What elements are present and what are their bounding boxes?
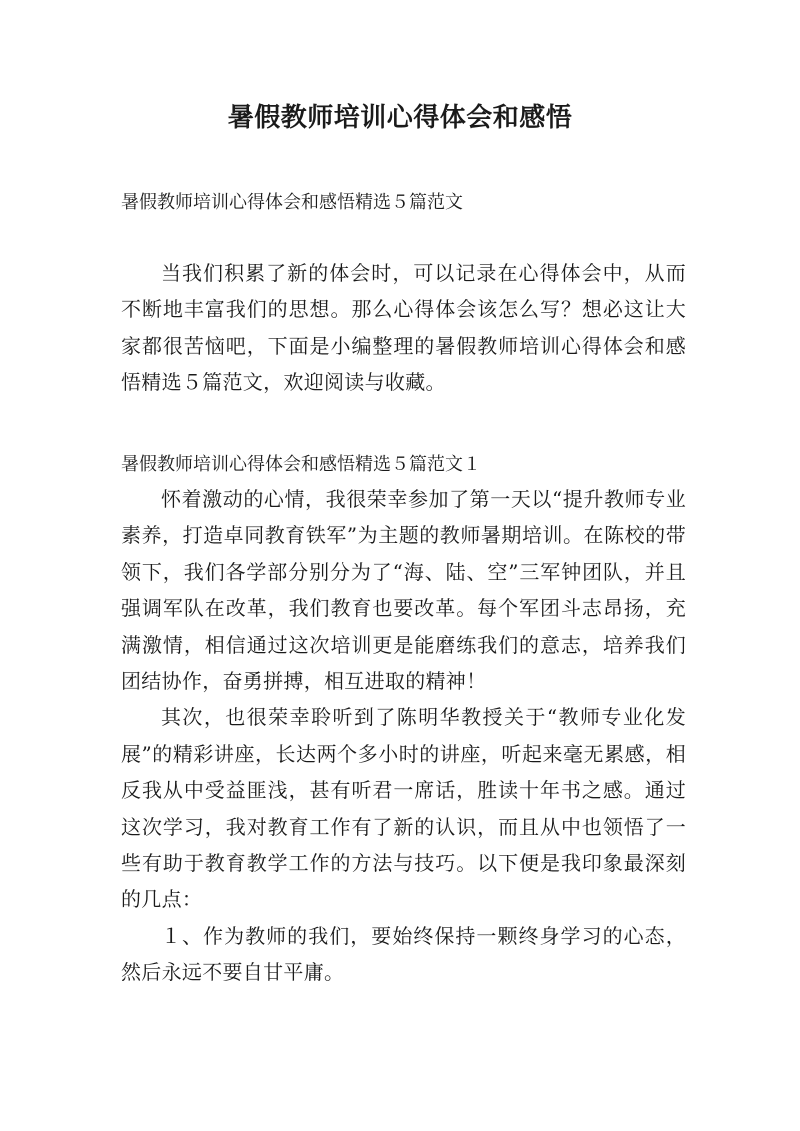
document-title: 暑假教师培训心得体会和感悟 [227, 103, 573, 133]
document-subtitle: 暑假教师培训心得体会和感悟精选５篇范文 [121, 192, 463, 213]
intro-paragraph: 当我们积累了新的体会时，可以记录在心得体会中，从而不断地丰富我们的思想。那么心得体会该怎么写？想必这让大家都很苦恼吧，下面是小编整理的暑假教师培训心得体会和感悟精选５篇范文，欢迎阅读与收藏。 [121, 261, 686, 395]
section-heading: 暑假教师培训心得体会和感悟精选５篇范文１ [121, 454, 481, 475]
body-paragraph: 怀着激动的心情，我很荣幸参加了第一天以“提升教师专业素养，打造卓同教育铁军”为主题的教师暑期培训。在陈校的带领下，我们各学部分别分为了“海、陆、空”三军钟团队，并且强调军队在改革，我们教育也要改革。每个军团斗志昂扬，充满激情，相信通过这次培训更是能磨练我们的意志，培养我们团结协作，奋勇拼搏，相互进取的精神！ [121, 487, 686, 694]
intro-block [121, 255, 686, 401]
body-paragraph: 其次，也很荣幸聆听到了陈明华教授关于“教师专业化发展”的精彩讲座，长达两个多小时的讲座，听起来毫无累感，相反我从中受益匪浅，甚有听君一席话，胜读十年书之感。通过这次学习，我对教育工作有了新的认识，而且从中也领悟了一些有助于教育教学工作的方法与技巧。以下便是我印象最深刻的几点： [121, 705, 686, 912]
body-paragraph: １、作为教师的我们，要始终保持一颗终身学习的心态，然后永远不要自甘平庸。 [121, 923, 686, 985]
article-body [121, 481, 686, 991]
